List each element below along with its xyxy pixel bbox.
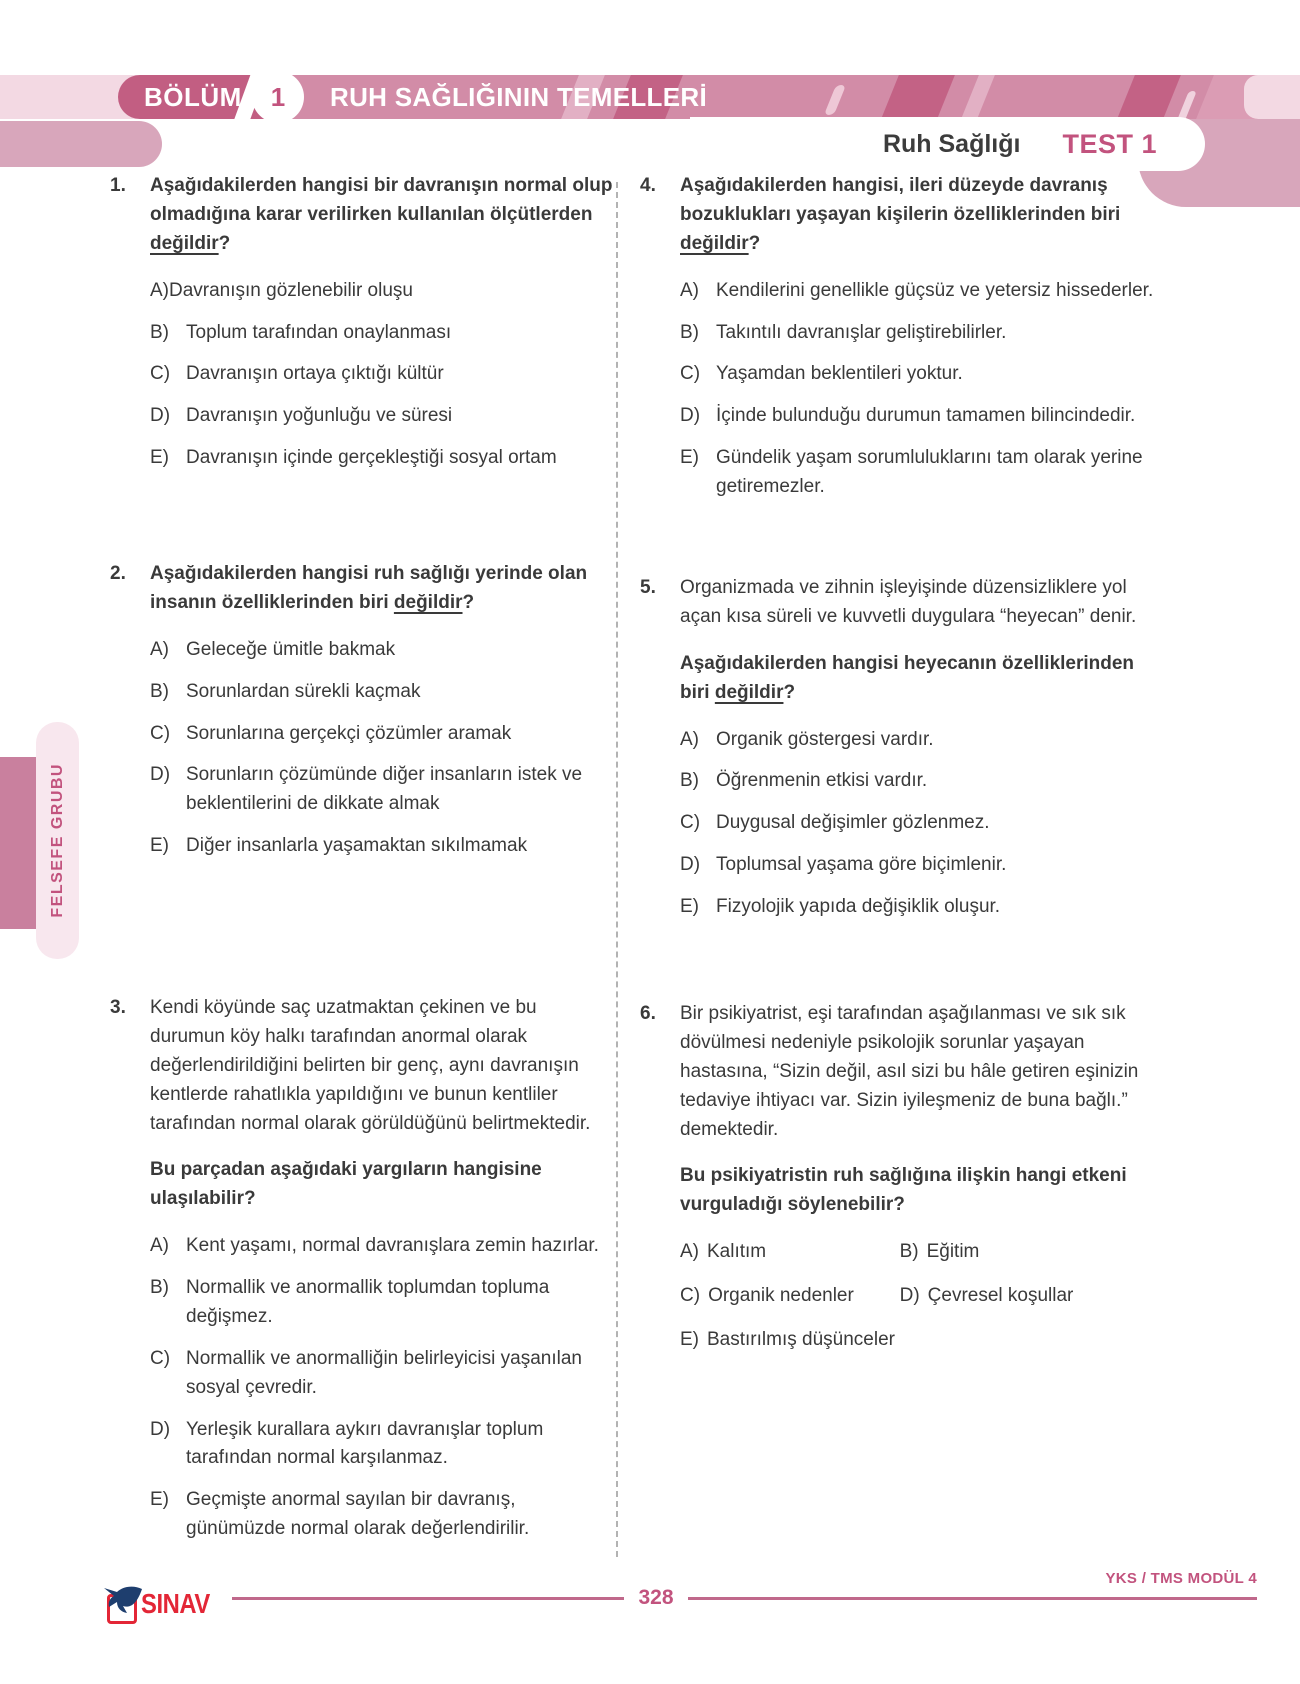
sinav-bird-icon xyxy=(103,1586,143,1616)
option-text: Sorunlarına gerçekçi çözümler aramak xyxy=(186,722,512,744)
answer-option xyxy=(150,678,615,707)
brand-name: SINAV xyxy=(141,1588,210,1619)
option-text: Davranışın gözlenebilir oluşu xyxy=(169,279,413,301)
answer-option xyxy=(680,277,1168,306)
option-letter: D) xyxy=(680,405,701,427)
subject-label: Ruh Sağlığı xyxy=(882,129,1021,158)
question-intro: Bir psikiyatrist, eşi tarafından aşağılanması ve sık sık dövülmesi nedeniyle psikolojik sorunlar yaşayan hastasına, “Sizin değil, asıl sizi bu hâle getiren eşinizin tedaviye ihtiyacı var. Sizin iyileşmeniz de buna bağlı.” demektedir. xyxy=(680,1003,1139,1140)
option-text: Davranışın içinde gerçekleştiği sosyal ortam xyxy=(186,447,557,469)
answer-option xyxy=(680,726,1168,755)
option-text: Diğer insanlarla yaşamaktan sıkılmamak xyxy=(186,835,528,857)
option-text: Gündelik yaşam sorumluluklarını tam olarak yerine getiremezler. xyxy=(716,447,1143,497)
question-block xyxy=(110,560,615,874)
question-block xyxy=(640,1000,1168,1370)
question-stem: Bu psikiyatristin ruh sağlığına ilişkin hangi etkeni vurguladığı söylenebilir? xyxy=(680,1165,1127,1216)
question-stem: Bu parçadan aşağıdaki yargıların hangisine ulaşılabilir? xyxy=(150,1159,542,1210)
option-text: Geçmişte anormal sayılan bir davranış, günümüzde normal olarak değerlendirilir. xyxy=(186,1489,530,1540)
test-number-label: TEST 1 xyxy=(1062,128,1157,159)
option-letter: A) xyxy=(150,638,169,660)
option-text: İçinde bulunduğu durumun tamamen bilincindedir. xyxy=(716,405,1136,427)
answer-option xyxy=(150,277,615,306)
banner-stripe xyxy=(1115,75,1184,119)
option-letter: E) xyxy=(150,447,169,469)
option-letter: E) xyxy=(150,1489,169,1511)
banner-stripe xyxy=(1175,91,1197,119)
answer-option xyxy=(150,1416,615,1474)
question-block xyxy=(110,994,615,1557)
answer-option xyxy=(150,402,615,431)
option-text: Normallik ve anormallik toplumdan topluma değişmez. xyxy=(186,1277,550,1327)
option-letter: D) xyxy=(680,854,701,876)
option-letter: D) xyxy=(150,405,171,427)
question-number: 2. xyxy=(110,563,126,584)
chapter-title-wrap xyxy=(330,75,707,119)
option-letter: C) xyxy=(680,1285,701,1306)
bolum-label: BÖLÜM xyxy=(144,81,242,112)
question-number: 6. xyxy=(640,1003,656,1024)
option-text: Davranışın yoğunluğu ve süresi xyxy=(186,405,453,427)
option-text: Kalıtım xyxy=(707,1241,767,1263)
option-text: Eğitim xyxy=(926,1241,980,1263)
question-stem: Aşağıdakilerden hangisi bir davranışın normal olup olmadığına karar verilirken kullanılan ölçütlerden değildir? xyxy=(150,175,613,254)
option-text: Öğrenmenin etkisi vardır. xyxy=(716,770,928,792)
module-label: YKS / TMS MODÜL 4 xyxy=(1105,1570,1257,1587)
option-letter: B) xyxy=(150,680,169,702)
option-text: Çevresel koşullar xyxy=(927,1285,1074,1306)
question-body xyxy=(150,560,615,874)
option-text: Toplumsal yaşama göre biçimlenir. xyxy=(716,854,1007,876)
option-letter: A) xyxy=(680,279,699,301)
option-letter: E) xyxy=(680,447,699,469)
question-intro: Organizmada ve zihnin işleyişinde düzensizliklere yol açan kısa süreli ve kuvvetli duygulara “heyecan” denir. xyxy=(680,577,1137,627)
option-text: Duygusal değişimler gözlenmez. xyxy=(716,812,990,834)
column-divider xyxy=(616,182,618,1557)
option-letter: D) xyxy=(899,1285,920,1306)
option-text: Yaşamdan beklentileri yoktur. xyxy=(716,363,963,385)
option-text: Organik göstergesi vardır. xyxy=(716,728,934,750)
option-letter: B) xyxy=(899,1241,919,1263)
logo-box xyxy=(105,1590,139,1620)
answer-option xyxy=(150,1232,615,1261)
options-list xyxy=(150,277,615,473)
question-number: 1. xyxy=(110,175,126,196)
question-number: 5. xyxy=(640,577,656,598)
option-letter: C) xyxy=(680,363,701,385)
option-text: Kent yaşamı, normal davranışlara zemin hazırlar. xyxy=(186,1235,599,1257)
subject-group-label: FELSEFE GRUBU xyxy=(48,763,66,918)
option-letter: A) xyxy=(150,1235,169,1257)
answer-option xyxy=(150,360,615,389)
question-body xyxy=(680,574,1168,935)
option-letter: B) xyxy=(150,321,169,343)
question-stem: Aşağıdakilerden hangisi ruh sağlığı yerinde olan insanın özelliklerinden biri değildir? xyxy=(150,563,588,613)
answer-option xyxy=(680,444,1168,502)
chapter-title: RUH SAĞLIĞININ TEMELLERİ xyxy=(330,81,707,112)
answer-option xyxy=(150,1486,615,1544)
banner-stripe xyxy=(824,85,846,115)
option-letter: C) xyxy=(150,722,171,744)
option-text: Normallik ve anormalliğin belirleyicisi yaşanılan sosyal çevredir. xyxy=(186,1347,582,1398)
options-list xyxy=(680,277,1168,502)
option-text: Takıntılı davranışlar geliştirebilirler. xyxy=(716,321,1007,343)
answer-option xyxy=(150,636,615,665)
question-number: 3. xyxy=(110,997,126,1018)
question-body xyxy=(150,994,615,1557)
answer-option xyxy=(150,1274,615,1332)
option-letter: D) xyxy=(150,764,171,786)
option-text: Organik nedenler xyxy=(708,1285,854,1306)
banner-stripe xyxy=(879,75,958,119)
answer-option xyxy=(150,720,615,749)
question-body xyxy=(150,172,615,486)
header-left-tab xyxy=(0,121,162,167)
option-letter: A) xyxy=(680,728,699,750)
options-list xyxy=(150,1232,615,1544)
answer-option xyxy=(900,1282,1168,1311)
option-letter: C) xyxy=(150,1347,171,1369)
footer-line-left xyxy=(232,1597,624,1600)
answer-option xyxy=(680,1282,900,1311)
answer-option xyxy=(680,402,1168,431)
question-body xyxy=(680,172,1168,515)
option-letter: B) xyxy=(680,770,699,792)
page-number: 328 xyxy=(638,1586,674,1609)
option-letter: C) xyxy=(680,812,701,834)
options-list xyxy=(680,726,1168,922)
answer-option xyxy=(680,1326,1168,1355)
question-intro: Kendi köyünde saç uzatmaktan çekinen ve bu durumun köy halkı tarafından anormal olarak değerlendirildiğini belirten bir genç, aynı davranışın kentlerde rahatlıkla yapıldığını ve bunun kentliler tarafından normal olarak görüldüğünü belirtmektedir. xyxy=(150,997,591,1134)
publisher-logo xyxy=(105,1584,222,1620)
question-block xyxy=(640,574,1168,935)
option-text: Fizyolojik yapıda değişiklik oluşur. xyxy=(716,896,1001,917)
option-letter: B) xyxy=(150,1277,169,1298)
answer-option xyxy=(680,360,1168,389)
options-list xyxy=(680,1238,1168,1370)
answer-option xyxy=(150,832,615,861)
option-letter: C) xyxy=(150,363,171,385)
answer-option xyxy=(680,851,1168,880)
question-block xyxy=(110,172,615,486)
question-block xyxy=(640,172,1168,515)
question-stem: Aşağıdakilerden hangisi heyecanın özelliklerinden biri değildir? xyxy=(680,652,1135,703)
option-text: Yerleşik kurallara aykırı davranışlar toplum tarafından normal karşılanmaz. xyxy=(186,1418,544,1469)
option-text: Sorunların çözümünde diğer insanların istek ve beklentilerini de dikkate almak xyxy=(186,764,583,815)
option-letter: A) xyxy=(680,1241,699,1263)
question-body xyxy=(680,1000,1168,1370)
option-text: Sorunlardan sürekli kaçmak xyxy=(186,680,421,702)
option-text: Kendilerini genellikle güçsüz ve yetersiz hissederler. xyxy=(716,279,1154,301)
option-text: Bastırılmış düşünceler xyxy=(707,1328,895,1350)
answer-option xyxy=(680,767,1168,796)
answer-option xyxy=(680,893,1168,922)
option-letter: B) xyxy=(680,321,699,343)
option-letter: E) xyxy=(680,1328,699,1350)
option-letter: A) xyxy=(150,279,169,301)
option-letter: E) xyxy=(680,896,699,917)
option-text: Davranışın ortaya çıktığı kültür xyxy=(186,363,444,385)
footer-line-right xyxy=(688,1597,1257,1600)
answer-option xyxy=(680,319,1168,348)
option-letter: E) xyxy=(150,835,169,857)
answer-option xyxy=(150,761,615,819)
banner-end-cap xyxy=(1244,75,1300,119)
answer-option xyxy=(900,1238,1168,1267)
chapter-number-badge xyxy=(252,71,304,123)
option-letter: D) xyxy=(150,1418,171,1440)
question-stem: Aşağıdakilerden hangisi, ileri düzeyde davranış bozuklukları yaşayan kişilerin özelliklerinden biri değildir? xyxy=(680,175,1121,254)
subject-group-tab xyxy=(36,722,79,959)
option-text: Geleceğe ümitle bakmak xyxy=(186,638,396,660)
answer-option xyxy=(680,1238,900,1267)
option-text: Toplum tarafından onaylanması xyxy=(186,321,452,343)
answer-option xyxy=(150,319,615,348)
answer-option xyxy=(150,1345,615,1403)
question-number: 4. xyxy=(640,175,656,196)
answer-option xyxy=(150,444,615,473)
chapter-number: 1 xyxy=(270,81,286,112)
answer-option xyxy=(680,809,1168,838)
banner-stripe xyxy=(959,75,998,119)
test-header xyxy=(690,117,1205,171)
options-list xyxy=(150,636,615,861)
